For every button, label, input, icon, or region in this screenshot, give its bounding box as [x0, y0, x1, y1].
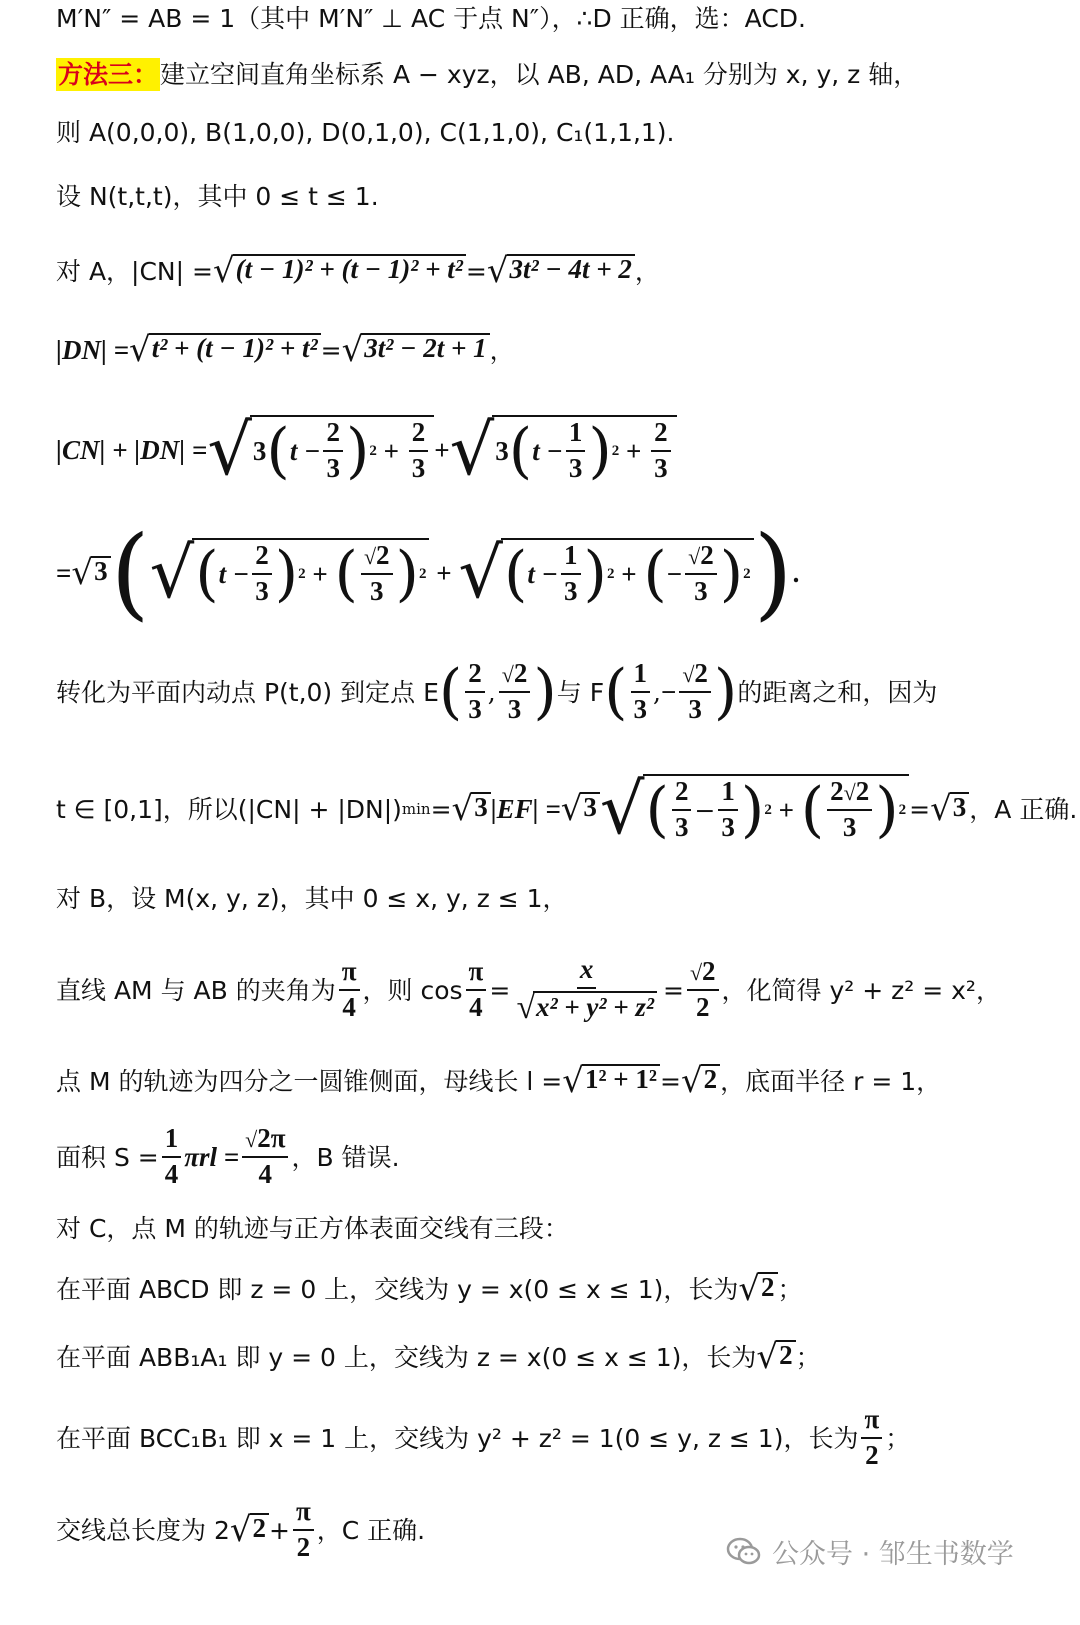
text-line-4: 设 N(t,t,t)，其中 0 ≤ t ≤ 1.: [56, 182, 379, 211]
text-line-17: 在平面 ABB₁A₁ 即 y = 0 上，交线为 z = x(0 ≤ x ≤ 1)，长为 √ 2 ；: [56, 1337, 821, 1377]
formula-min: t ∈ [0,1]，所以(|CN| + |DN|) min = √ 3 |EF| = √ 3 √ ( $\frac{2}{3}$ − $\frac{1}{3}$ ) 2 + ( $\frac{2√2}{3}$ ) 2 = √ 3 ，A 正确.: [56, 768, 1078, 850]
formula-transform: 转化为平面内动点 P(t,0) 到定点 E ( $\frac{2}{3}$ , $\frac{√2}{3}$ ) 与 F ( $\frac{1}{3}$ , − $\frac{√2}{3}$ ) 的距离之和，因为: [56, 657, 938, 727]
sqrt-expression: √ 3t² − 4t + 2: [487, 254, 635, 288]
formula-sqrt3-sum: = √ 3 ( √ ( t − $\frac{2}{3}$ ) 2 + ( $\frac{√2}{3}$ ) 2 + √ ( t − $\frac{1}{3}$ ) 2 + ( − $\frac{√2}{3}$ ) 2 ) .: [56, 514, 800, 631]
sqrt-expression: √ (t − 1)² + (t − 1)² + t²: [213, 254, 466, 288]
formula-cn: 对 A，|CN| = √ (t − 1)² + (t − 1)² + t² = √ 3t² − 4t + 2 ，: [56, 251, 660, 291]
text-line-11: 对 B，设 M(x, y, z)，其中 0 ≤ x, y, z ≤ 1，: [56, 884, 568, 913]
text-line-2: 方法三： 建立空间直角坐标系 A − xyz，以 AB, AD, AA₁ 分别为 x, y, z 轴，: [58, 60, 919, 89]
text-line-3: 则 A(0,0,0), B(1,0,0), D(0,1,0), C(1,1,0), C₁(1,1,1).: [56, 118, 675, 147]
formula-generatrix: 点 M 的轨迹为四分之一圆锥侧面，母线长 l = √ 1² + 1² = √ 2 ，底面半径 r = 1，: [56, 1061, 942, 1101]
text-line-1: M′N″ = AB = 1（其中 M′N″ ⊥ AC 于点 N″），∴D 正确，选：ACD.: [56, 4, 807, 33]
sqrt-expression: √ 3t² − 2t + 1: [342, 333, 490, 367]
text-line-15: 对 C，点 M 的轨迹与正方体表面交线有三段：: [56, 1214, 569, 1243]
text-line-16: 在平面 ABCD 即 z = 0 上，交线为 y = x(0 ≤ x ≤ 1)，长为 √ 2 ；: [56, 1269, 803, 1309]
method-three-highlight: 方法三：: [58, 60, 159, 89]
formula-sum: |CN| + |DN| = √ 3 ( t − $\frac{2}{3}$ ) 2 + $\frac{2}{3}$ + √ 3 ( t − $\frac{1}{3}$ ) 2 + $\frac{2}{3}$: [56, 410, 1060, 490]
sqrt-expression: √ t² + (t − 1)² + t²: [129, 333, 321, 367]
watermark-text: 公众号 · 邹生书数学: [772, 1539, 1014, 1570]
wechat-icon: [726, 1537, 762, 1567]
text-line-19: 交线总长度为 2 √ 2 + $\frac{\pi}{2}$ ，C 正确.: [56, 1496, 426, 1562]
formula-angle: 直线 AM 与 AB 的夹角为 $\frac{\pi}{4}$ ，则 cos $\frac{\pi}{4}$ = x √ x² + y² + z² = $\frac{√2}{2}$ ，化简得 y² + z² = x²，: [56, 954, 1001, 1026]
formula-dn: |DN| = √ t² + (t − 1)² + t² = √ 3t² − 2t + 1 ，: [56, 330, 515, 370]
formula-area: 面积 S = $\frac{1}{4}$ πrl = $\frac{√2\pi}{4}$ ，B 错误.: [56, 1123, 400, 1189]
watermark: [726, 1532, 1014, 1571]
text-line-18: 在平面 BCC₁B₁ 即 x = 1 上，交线为 y² + z² = 1(0 ≤ y, z ≤ 1)，长为 $\frac{\pi}{2}$ ；: [56, 1404, 911, 1470]
